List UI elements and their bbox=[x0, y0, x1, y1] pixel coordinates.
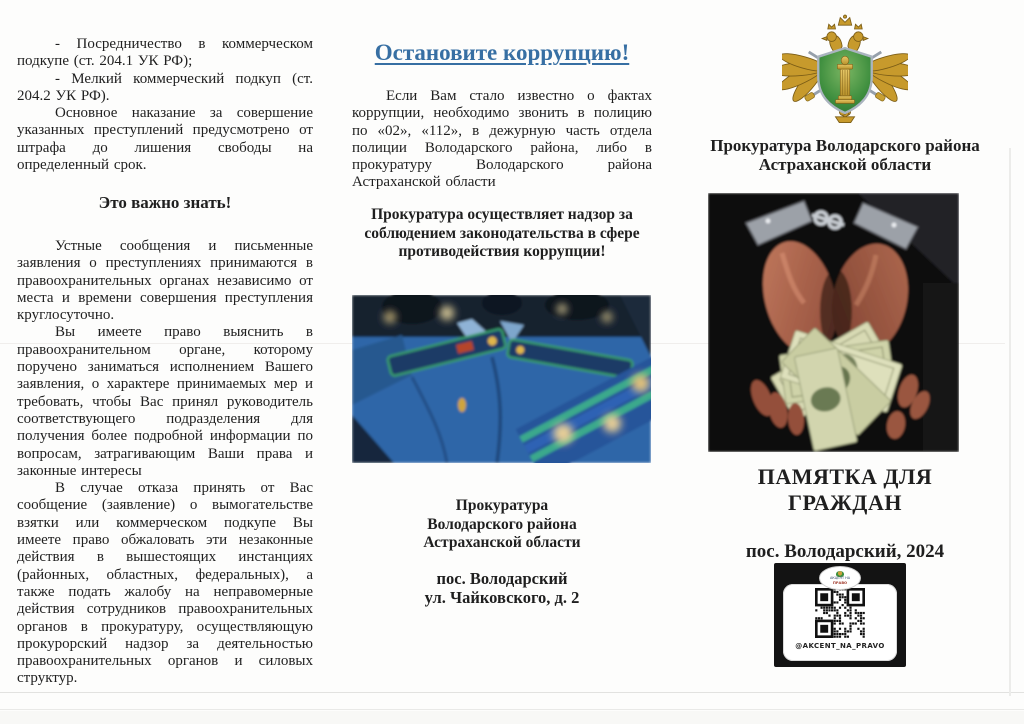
address-line: Астраханской области bbox=[423, 534, 581, 551]
stop-corruption-title: Остановите коррупцию! bbox=[374, 40, 630, 65]
left-intro-block bbox=[17, 36, 313, 174]
prosecutor-oversight-note: Прокуратура осуществляет надзор за соблюдением законодательства в сфере противодействия коррупции! bbox=[364, 206, 640, 260]
qr-pattern bbox=[815, 588, 865, 638]
left-paragraph: Устные сообщения и письменные заявления о преступлениях принимаются в правоохранительных органах независимо от места и времени совершения преступления круглосуточно. bbox=[17, 238, 313, 324]
address-line: Прокуратура bbox=[455, 497, 549, 514]
left-paragraph: - Мелкий коммерческий подкуп (ст. 204.2 УК РФ). bbox=[17, 70, 313, 104]
scan-edge-line bbox=[0, 692, 1024, 693]
qr-caption: @AKCENT_NA_PRAVO bbox=[795, 642, 885, 650]
prosecutor-address-block bbox=[352, 497, 652, 553]
left-main-block bbox=[17, 238, 313, 688]
report-corruption-paragraph: Если Вам стало известно о фактах коррупции, необходимо звонить в полицию по «02», «112», в дежурную часть отдела полиции Володарского района, либо в прокуратуру Володарского района Астраханской области bbox=[352, 88, 652, 191]
scan-edge-line bbox=[0, 709, 1024, 710]
address-line: пос. Володарский bbox=[436, 569, 568, 588]
place-year-footer: пос. Володарский, 2024 bbox=[745, 541, 945, 562]
handcuffs-money-photo bbox=[708, 193, 959, 452]
uniform-photo bbox=[352, 295, 651, 463]
address-line: Володарского района bbox=[427, 515, 577, 533]
street-address-block bbox=[352, 569, 652, 607]
left-paragraph: В случае отказа принять от Вас сообщение (заявление) о вымогательстве взятки или коммерческом подкупе Вы имеете право обжаловать эти незаконные действия в вышестоящих инстанциях (районных, областных, федеральных), а также подать жалобу на неправомерные действия сотрудников правоохранительных органов в прокуратуру, осуществляющую прокурорский надзор за деятельностью правоохранительных органов и силовых структур. bbox=[17, 480, 313, 687]
memo-for-citizens-heading: ПАМЯТКА ДЛЯ ГРАЖДАН bbox=[757, 464, 933, 515]
qr-card bbox=[783, 584, 897, 661]
left-paragraph: - Посредничество в коммерческом подкупе (ст. 204.1 УК РФ); bbox=[17, 36, 313, 70]
scan-bottom-shade bbox=[0, 711, 1024, 724]
right-column-title: Прокуратура Володарского района Астраханской области bbox=[710, 136, 980, 174]
left-paragraph: Вы имеете право выяснить в правоохранительном органе, которому поручено заниматься исполнением Вашего заявления, о характере принимаемых мер и требовать, чтобы Вас принял руководитель соответствующего подразделения для получения более подробной информации по вопросам, затрагивающим Ваши права и законные интересы bbox=[17, 324, 313, 479]
qr-code bbox=[774, 563, 906, 667]
address-line: ул. Чайковского, д. 2 bbox=[424, 588, 580, 607]
qr-badge-text: АКЦЕНТ НА bbox=[829, 576, 851, 581]
qr-badge bbox=[820, 567, 860, 589]
scan-fold-line-vertical bbox=[1009, 148, 1011, 696]
left-paragraph: Основное наказание за совершение указанных преступлений предусмотрено от штрафа до лишения свободы на определенный срок. bbox=[17, 105, 313, 174]
qr-badge-text: ПРАВО bbox=[832, 580, 848, 585]
important-to-know-heading: Это важно знать! bbox=[98, 193, 232, 212]
prosecutor-emblem-icon bbox=[700, 13, 990, 134]
